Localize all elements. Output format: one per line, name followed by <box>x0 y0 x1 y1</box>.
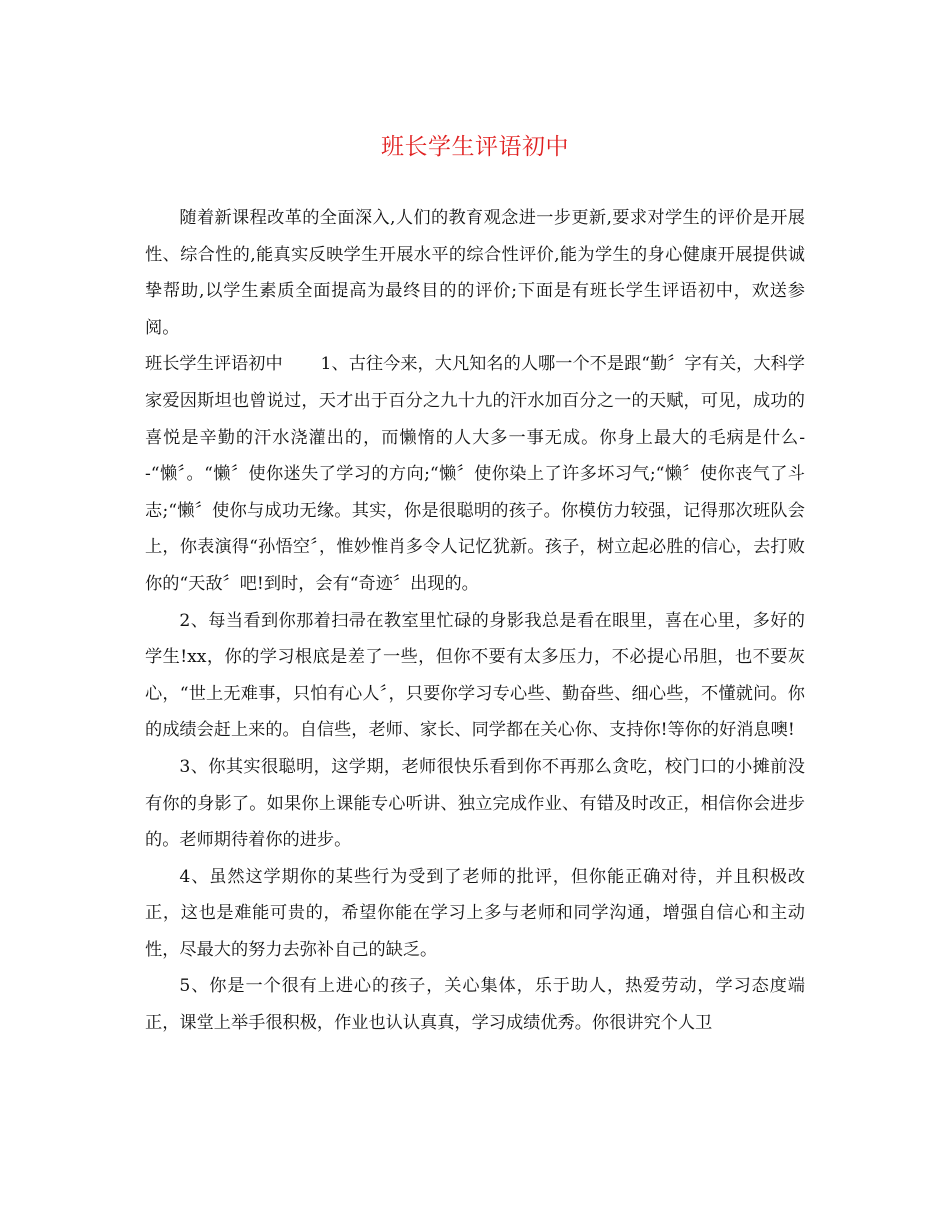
section-title: 班长学生评语初中 <box>145 354 283 375</box>
item-paragraph-3: 3、你其实很聪明，这学期，老师很快乐看到你不再那么贪吃，校门口的小摊前没有你的身影了。如果你上课能专心听讲、独立完成作业、有错及时改正，相信你会进步的。老师期待着你的进步。 <box>145 756 805 851</box>
item-paragraph-2: 2、每当看到你那着扫帚在教室里忙碌的身影我总是看在眼里，喜在心里，多好的学生!xx，你的学习根底是差了一些，但你不要有太多压力，不必提心吊胆，也不要灰心，“世上无难事，只怕有心人〞，只要你学习专心些、勤奋些、细心些，不懂就问。你的成绩会赶上来的。自信些，老师、家长、同学都在关心你、支持你!等你的好消息噢! <box>145 610 805 741</box>
document-body <box>145 200 805 1042</box>
item-text-1: 1、古往今来，大凡知名的人哪一个不是跟“勤〞字有关，大科学家爱因斯坦也曾说过，天才出于百分之九十九的汗水加百分之一的天赋，可见，成功的喜悦是辛勤的汗水浇灌出的，而懒惰的人大多一事无成。你身上最大的毛病是什么--“懒〞。“懒〞使你迷失了学习的方向;“懒〞使你染上了许多坏习气;“懒〞使你丧气了斗志;“懒〞使你与成功无缘。其实，你是很聪明的孩子。你模仿力较强，记得那次班队会上，你表演得“孙悟空〞，惟妙惟肖多令人记忆犹新。孩子，树立起必胜的信心，去打败你的“天敌〞吧!到时，会有“奇迹〞出现的。 <box>145 354 805 594</box>
item-paragraph-1 <box>145 346 805 602</box>
intro-paragraph: 随着新课程改革的全面深入,人们的教育观念进一步更新,要求对学生的评价是开展性、综合性的,能真实反映学生开展水平的综合性评价,能为学生的身心健康开展提供诚挚帮助,以学生素质全面提高为最终目的的评价;下面是有班长学生评语初中，欢送参阅。 <box>145 208 805 338</box>
document-title: 班长学生评语初中 <box>381 134 569 160</box>
item-paragraph-5: 5、你是一个很有上进心的孩子，关心集体，乐于助人，热爱劳动，学习态度端正，课堂上举手很积极，作业也认认真真，学习成绩优秀。你很讲究个人卫 <box>145 976 805 1034</box>
item-paragraph-4: 4、虽然这学期你的某些行为受到了老师的批评，但你能正确对待，并且积极改正，这也是难能可贵的，希望你能在学习上多与老师和同学沟通，增强自信心和主动性，尽最大的努力去弥补自己的缺乏。 <box>145 866 805 960</box>
